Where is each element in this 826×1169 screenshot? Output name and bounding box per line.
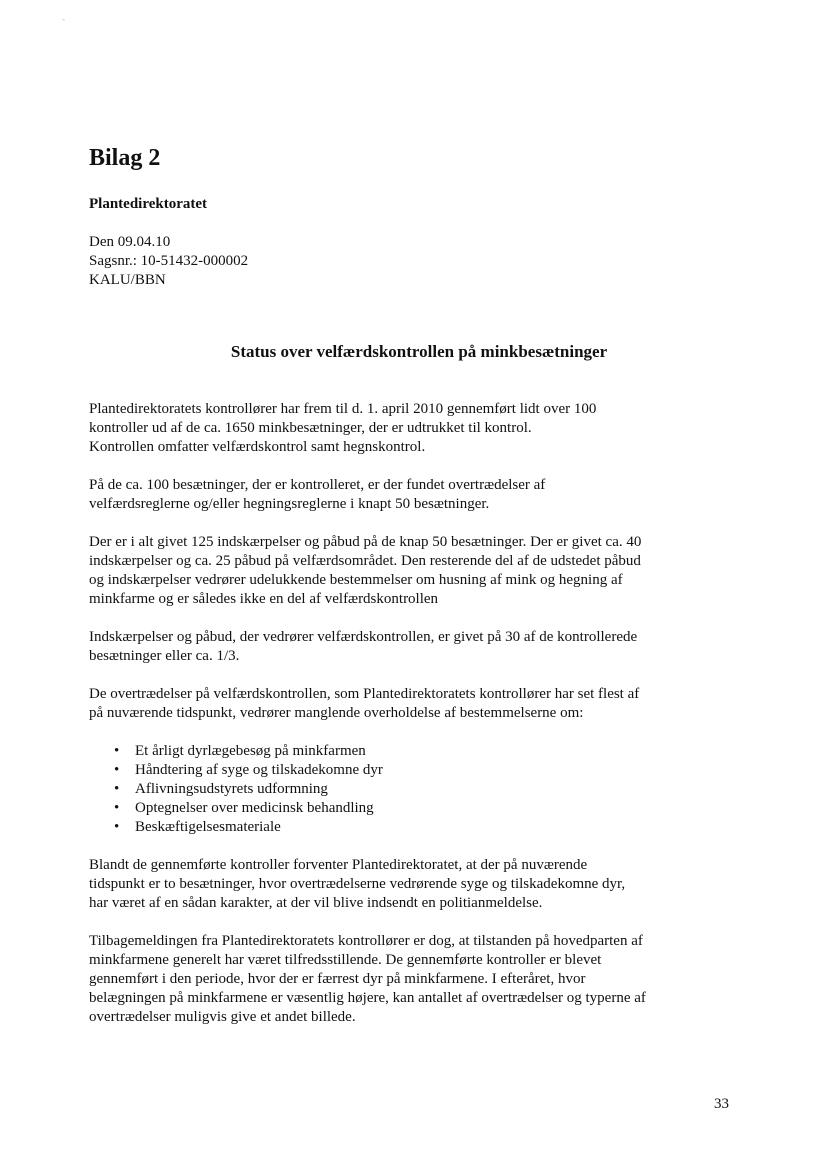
paragraph-line: på nuværende tidspunkt, vedrører manglende overholdelse af bestemmelserne om: (89, 705, 584, 721)
paragraph-line: gennemført i den periode, hvor der er færrest dyr på minkfarmene. I efteråret, hvor (89, 971, 586, 987)
appendix-title: Bilag 2 (89, 145, 161, 171)
bullet-icon: • (114, 743, 120, 759)
paragraph-line: belægningen på minkfarmene er væsentlig højere, kan antallet af overtrædelser og typerne af (89, 990, 646, 1006)
paragraph-line: tidspunkt er to besætninger, hvor overtrædelserne vedrørende syge og tilskadekomne dyr, (89, 876, 626, 892)
paragraph-line: Indskærpelser og påbud, der vedrører velfærdskontrollen, er givet på 30 af de kontrollerede (89, 629, 638, 645)
paragraph-line: På de ca. 100 besætninger, der er kontrolleret, er der fundet overtrædelser af (89, 477, 546, 493)
paragraph-line: kontroller ud af de ca. 1650 minkbesætninger, der er udtrukket til kontrol. (89, 420, 532, 436)
paragraph-line: Blandt de gennemførte kontroller forventer Plantedirektoratet, at der på nuværende (89, 857, 588, 873)
paragraph (89, 628, 739, 666)
section-heading: Status over velfærdskontrollen på minkbesætninger (230, 342, 608, 361)
list-item (89, 761, 739, 780)
meta-date: Den 09.04.10 (89, 234, 171, 250)
list-item (89, 818, 739, 837)
bullet-icon: • (114, 800, 120, 816)
paragraph (89, 932, 739, 1027)
list-item (89, 742, 739, 761)
bullet-icon: • (114, 819, 120, 835)
paragraph-line: Kontrollen omfatter velfærdskontrol samt hegnskontrol. (89, 439, 426, 455)
corner-mark: - (62, 14, 65, 24)
meta-case-number: Sagsnr.: 10-51432-000002 (89, 253, 249, 269)
paragraph-line: minkfarmene generelt har været tilfredsstillende. De gennemførte kontroller er blevet (89, 952, 602, 968)
list-item-text: Optegnelser over medicinsk behandling (135, 800, 374, 816)
document-meta (89, 233, 248, 290)
meta-initials: KALU/BBN (89, 272, 166, 288)
paragraph-line: Plantedirektoratets kontrollører har frem til d. 1. april 2010 gennemført lidt over 100 (89, 401, 597, 417)
page-number: 33 (714, 1096, 729, 1112)
paragraph-line: Tilbagemeldingen fra Plantedirektoratets kontrollører er dog, at tilstanden på hovedparten af (89, 933, 643, 949)
paragraph-line: overtrædelser muligvis give et andet billede. (89, 1009, 356, 1025)
violations-list (89, 742, 739, 837)
list-item (89, 799, 739, 818)
list-item-text: Beskæftigelsesmateriale (135, 819, 281, 835)
organization-name: Plantedirektoratet (89, 196, 208, 212)
paragraph-line: minkfarme og er således ikke en del af velfærdskontrollen (89, 591, 439, 607)
bullet-icon: • (114, 781, 120, 797)
paragraph (89, 400, 739, 457)
paragraph (89, 533, 739, 609)
list-item (89, 780, 739, 799)
paragraph-line: Der er i alt givet 125 indskærpelser og påbud på de knap 50 besætninger. Der er givet ca. 40 (89, 534, 642, 550)
paragraph-line: og indskærpelser vedrører udelukkende bestemmelser om husning af mink og hegning af (89, 572, 623, 588)
paragraph-line: har været af en sådan karakter, at der vil blive indsendt en politianmeldelse. (89, 895, 543, 911)
paragraph-line: velfærdsreglerne og/eller hegningsreglerne i knapt 50 besætninger. (89, 496, 490, 512)
paragraph-line: De overtrædelser på velfærdskontrollen, som Plantedirektoratets kontrollører har set flest af (89, 686, 640, 702)
document-body (89, 400, 739, 1046)
paragraph (89, 685, 739, 723)
bullet-icon: • (114, 762, 120, 778)
paragraph-line: indskærpelser og ca. 25 påbud på velfærdsområdet. Den resterende del af de udstedet påbud (89, 553, 641, 569)
list-item-text: Et årligt dyrlægebesøg på minkfarmen (135, 743, 366, 759)
paragraph (89, 476, 739, 514)
paragraph (89, 856, 739, 913)
list-item-text: Aflivningsudstyrets udformning (135, 781, 328, 797)
paragraph-line: besætninger eller ca. 1/3. (89, 648, 240, 664)
list-item-text: Håndtering af syge og tilskadekomne dyr (135, 762, 383, 778)
